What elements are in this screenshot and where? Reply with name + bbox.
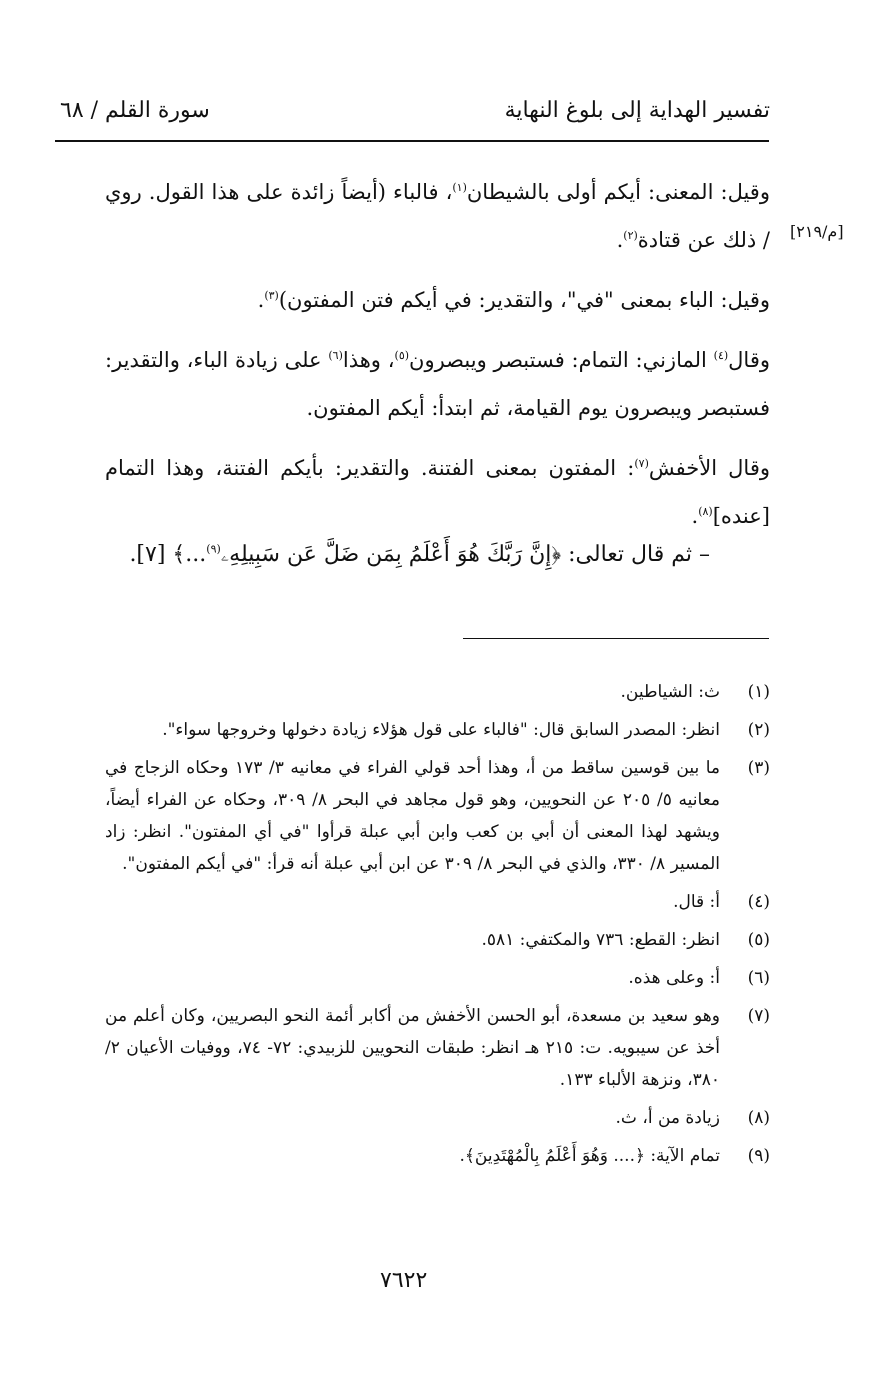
footnote-item: (٨) زيادة من أ، ث. [615, 1108, 770, 1128]
footnote-item: (١) ث: الشياطين. [620, 682, 770, 702]
footnote-item: (٥) انظر: القطع: ٧٣٦ والمكتفي: ٥٨١. [481, 930, 770, 950]
footnote-item: (٤) أ: قال. [673, 892, 770, 912]
footnote-ref-1: (١) [452, 181, 467, 194]
footnote-ref-5: (٥) [394, 349, 410, 362]
main-text [105, 168, 770, 546]
footnote-item: (٧) وهو سعيد بن مسعدة، أبو الحسن الأخفش من أكابر أئمة النحو البصريين، وكان أعلم من أخذ عن سيبويه. ت: ٢١٥ هـ انظر: طبقات النحويين للزبيدي: ٧٢- ٧٤، ووفيات الأعيان ٢/ ٣٨٠، ونزهة الألباء ١٣٣. [105, 1006, 770, 1090]
footnote-ref-2: (٢) [623, 229, 638, 242]
page-number: ٧٦٢٢ [380, 1268, 428, 1293]
footnote-ref-7: (٧) [634, 457, 649, 470]
footnote-separator [463, 638, 769, 639]
paragraph-2: وقيل: الباء بمعنى "في"، والتقدير: في أيكم فتن المفتون)$^{(٣)}$. [257, 288, 770, 312]
footnote-item: (٣) ما بين قوسين ساقط من أ، وهذا أحد قولي الفراء في معانيه ٣/ ١٧٣ وحكاه الزجاج في معانيه ٥/ ٢٠٥ عن النحويين، وهو قول مجاهد في البحر ٨/ ٣٠٩، وحكاه عن الفراء أيضاً، ويشهد لهذا المعنى أن أبي بن كعب وابن أبي عبلة قرأوا "في أي المفتون". انظر: زاد المسير ٨/ ٣٣٠، والذي في البحر ٨/ ٣٠٩ عن ابن أبي عبلة أنه قرأ: "في أيكم المفتون". [105, 758, 770, 874]
footnote-ref-3: (٣) [264, 289, 279, 302]
footnote-item: (٢) انظر: المصدر السابق قال: "فالباء على قول هؤلاء زيادة دخولها وخروجها سواء". [162, 720, 770, 740]
running-title: تفسير الهداية إلى بلوغ النهاية [504, 98, 770, 123]
footnote-item: (٦) أ: وعلى هذه. [628, 968, 770, 988]
footnotes [105, 676, 770, 1178]
footnote-ref-9: (٩) [206, 542, 221, 556]
footnote-ref-4: (٤) [713, 349, 729, 362]
surah-page-label: سورة القلم / ٦٨ [60, 98, 210, 123]
paragraph-1: وقيل: المعنى: أيكم أولى بالشيطان$^{(١)}$، فالباء (أيضاً زائدة على هذا القول. روي / ذلك عن قتادة$^{(٢)}$. [105, 180, 770, 252]
quran-verse-line: – ثم قال تعالى: ﴿إِنَّ رَبَّكَ هُوَ أَعْلَمُ بِمَن ضَلَّ عَن سَبِيلِهِۦ$^{(٩)}$...﴾ [٧]. [129, 542, 710, 567]
paragraph-3: وقال$^{(٤)}$ المازني: التمام: فستبصر ويبصرون$^{(٥)}$، وهذا$^{(٦)}$ على زيادة الباء، والتقدير: فستبصر ويبصرون يوم القيامة، ثم ابتدأ: أيكم المفتون. [105, 348, 770, 420]
footnote-ref-8: (٨) [698, 505, 713, 518]
manuscript-margin-note: [م/٢١٩] [790, 222, 844, 241]
footnote-ref-6: (٦) [328, 349, 343, 362]
header-rule [55, 140, 769, 142]
paragraph-4: وقال الأخفش$^{(٧)}$: المفتون بمعنى الفتنة. والتقدير: بأيكم الفتنة، وهذا التمام [عنده]$^{(٨)}$. [105, 456, 771, 528]
footnote-item: (٩) تمام الآية: ﴿.... وَهُوَ أَعْلَمُ بِالْمُهْتَدِينَ﴾. [459, 1146, 770, 1166]
